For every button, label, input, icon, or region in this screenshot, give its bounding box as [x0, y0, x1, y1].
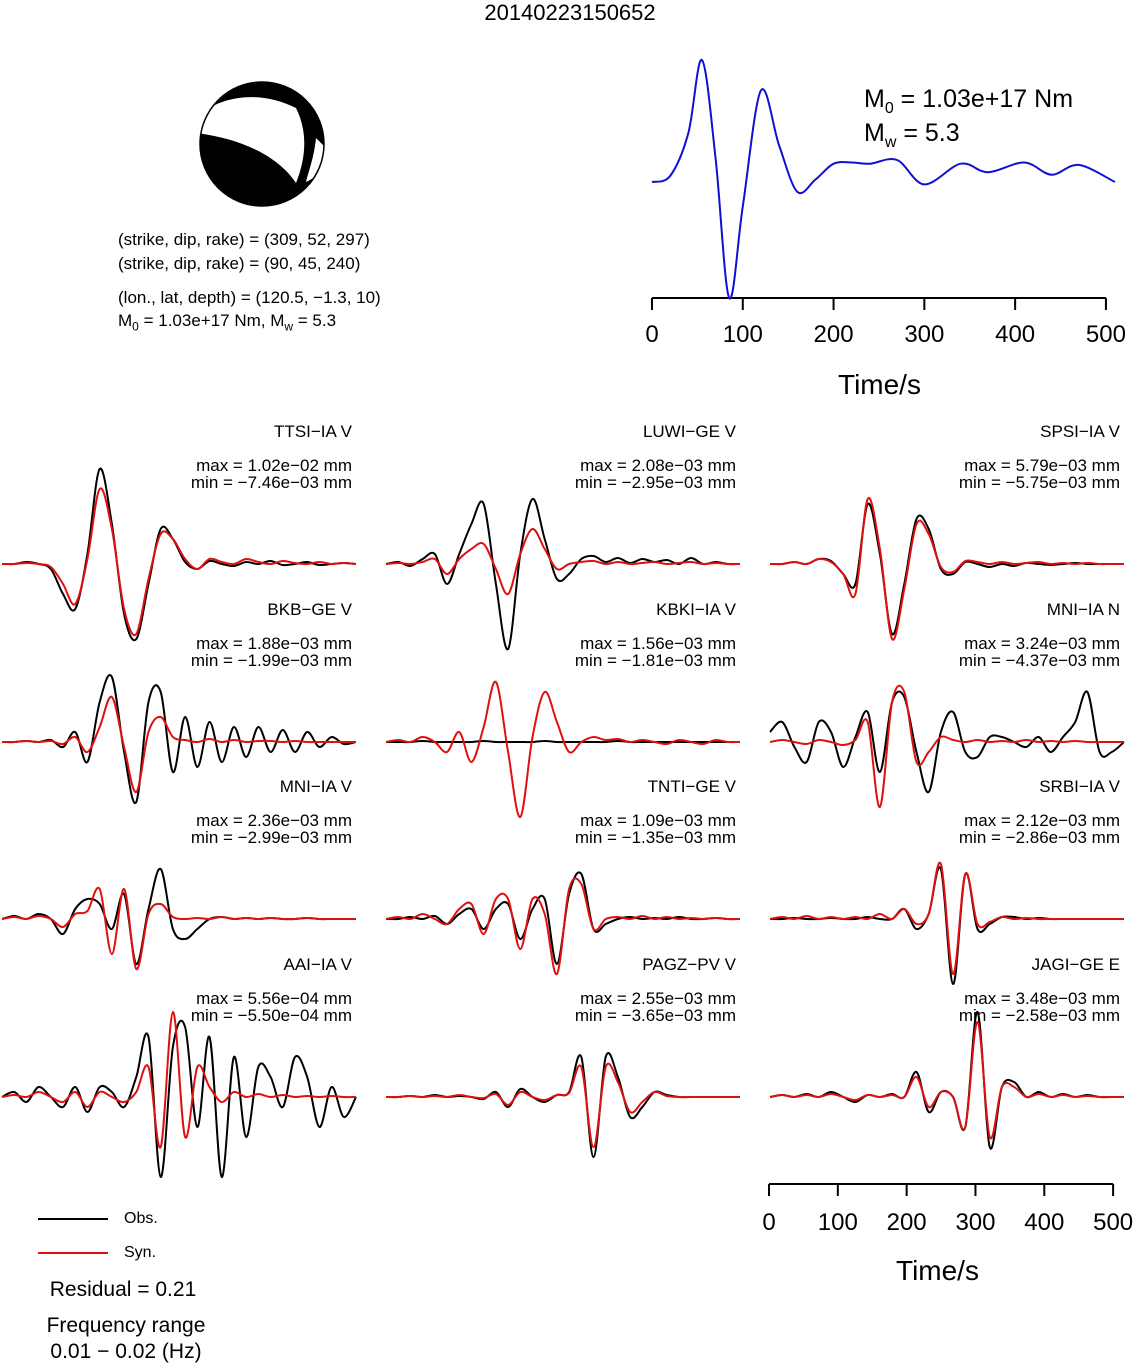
station-name: TNTI−GE V [647, 777, 736, 796]
station-panel [384, 600, 754, 778]
station-max: max = 3.48e−03 mm [964, 989, 1120, 1008]
bottom-tick-label: 400 [1024, 1209, 1065, 1236]
stf-tick-label: 100 [722, 321, 763, 348]
station-min: min = −4.37e−03 mm [958, 651, 1120, 670]
station-name: SPSI−IA V [1040, 422, 1120, 441]
magnitude-sub: w [284, 319, 294, 334]
station-max: max = 2.55e−03 mm [580, 989, 736, 1008]
station-name: JAGI−GE E [1031, 955, 1120, 974]
residual-text: Residual = 0.21 [49, 1278, 197, 1301]
bottom-tick-label: 100 [817, 1209, 858, 1236]
station-panel [768, 600, 1138, 778]
mechanism-plane2: (strike, dip, rake) = (90, 45, 240) [118, 254, 361, 273]
stf-tick-label: 200 [813, 321, 854, 348]
stf-mw-value: = 5.3 [896, 119, 960, 147]
stf-tick-label: 300 [904, 321, 945, 348]
stf-mw-sub: w [884, 134, 897, 151]
observed-waveform [770, 1012, 1124, 1149]
station-min: min = −7.46e−03 mm [190, 473, 352, 492]
moment-prefix: M [118, 311, 133, 330]
station-max: max = 3.24e−03 mm [964, 634, 1120, 653]
legend-obs-label: Obs. [124, 1210, 158, 1227]
station-min: min = −1.35e−03 mm [574, 828, 736, 847]
station-name: SRBI−IA V [1039, 777, 1120, 796]
station-panel [0, 955, 370, 1133]
station-panel [384, 777, 754, 955]
station-max: max = 1.09e−03 mm [580, 811, 736, 830]
page-title: 20140223150652 [484, 0, 656, 25]
station-name: PAGZ−PV V [642, 955, 736, 974]
station-panel [768, 777, 1138, 955]
station-min: min = −5.50e−04 mm [190, 1006, 352, 1025]
stf-x-axis [645, 298, 1126, 348]
moment-rest: = 1.03e+17 Nm, M [138, 311, 285, 330]
station-name: AAI−IA V [283, 955, 352, 974]
station-max: max = 1.02e−02 mm [196, 456, 352, 475]
station-panel [384, 422, 754, 600]
frequency-label: Frequency range [46, 1314, 206, 1337]
mechanism-plane1: (strike, dip, rake) = (309, 52, 297) [118, 230, 370, 249]
stf-mw-label [864, 118, 960, 158]
station-waveform-plot [0, 955, 370, 1215]
stf-m0-sub: 0 [884, 100, 894, 117]
station-name: TTSI−IA V [274, 422, 352, 441]
bottom-tick-label: 500 [1093, 1209, 1134, 1236]
beachball-focal-mechanism-icon [196, 78, 328, 210]
station-panel [768, 422, 1138, 600]
bottom-tick-label: 300 [955, 1209, 996, 1236]
stf-tick-label: 500 [1085, 321, 1126, 348]
station-panel [0, 600, 370, 778]
station-min: min = −3.65e−03 mm [574, 1006, 736, 1025]
station-panel [384, 955, 754, 1133]
station-min: min = −2.58e−03 mm [958, 1006, 1120, 1025]
synthetic-waveform [2, 1012, 356, 1148]
stf-tick-label: 400 [995, 321, 1036, 348]
frequency-value: 0.01 − 0.02 (Hz) [50, 1340, 202, 1363]
stf-m0-value: = 1.03e+17 Nm [893, 85, 1074, 113]
bottom-xlabel: Time/s [896, 1255, 979, 1286]
station-max: max = 2.12e−03 mm [964, 811, 1120, 830]
station-name: MNI−IA V [279, 777, 352, 796]
mechanism-location: (lon., lat, depth) = (120.5, −1.3, 10) [118, 288, 381, 307]
observed-waveform [386, 1053, 740, 1157]
moment-sub: 0 [132, 319, 139, 334]
station-name: KBKI−IA V [656, 600, 736, 619]
stf-m0-main: M [864, 85, 885, 113]
legend-syn-label: Syn. [124, 1244, 157, 1261]
station-min: min = −2.95e−03 mm [574, 473, 736, 492]
station-name: LUWI−GE V [642, 422, 736, 441]
station-min: min = −1.81e−03 mm [574, 651, 736, 670]
observed-waveform [2, 869, 356, 964]
station-max: max = 2.08e−03 mm [580, 456, 736, 475]
stf-tick-label: 0 [645, 321, 659, 348]
station-panel [768, 955, 1138, 1133]
station-min: min = −2.86e−03 mm [958, 828, 1120, 847]
bottom-tick-label: 200 [886, 1209, 927, 1236]
station-name: MNI−IA N [1046, 600, 1120, 619]
mechanism-moment [118, 311, 336, 336]
station-max: max = 1.56e−03 mm [580, 634, 736, 653]
synthetic-waveform [770, 1022, 1124, 1138]
bottom-time-axis [760, 1176, 1140, 1236]
bottom-tick-label: 0 [762, 1209, 776, 1236]
station-min: min = −5.75e−03 mm [958, 473, 1120, 492]
station-min: min = −2.99e−03 mm [190, 828, 352, 847]
station-name: BKB−GE V [267, 600, 352, 619]
synthetic-waveform [386, 1064, 740, 1147]
station-panel [0, 422, 370, 600]
station-max: max = 5.56e−04 mm [196, 989, 352, 1008]
station-panel [0, 777, 370, 955]
station-min: min = −1.99e−03 mm [190, 651, 352, 670]
station-max: max = 1.88e−03 mm [196, 634, 352, 653]
magnitude-rest: = 5.3 [293, 311, 337, 330]
stf-xlabel: Time/s [838, 369, 921, 400]
legend-lines [36, 1210, 116, 1260]
stf-mw-main: M [864, 119, 885, 147]
station-waveform-plot [384, 955, 754, 1215]
station-max: max = 5.79e−03 mm [964, 456, 1120, 475]
station-max: max = 2.36e−03 mm [196, 811, 352, 830]
